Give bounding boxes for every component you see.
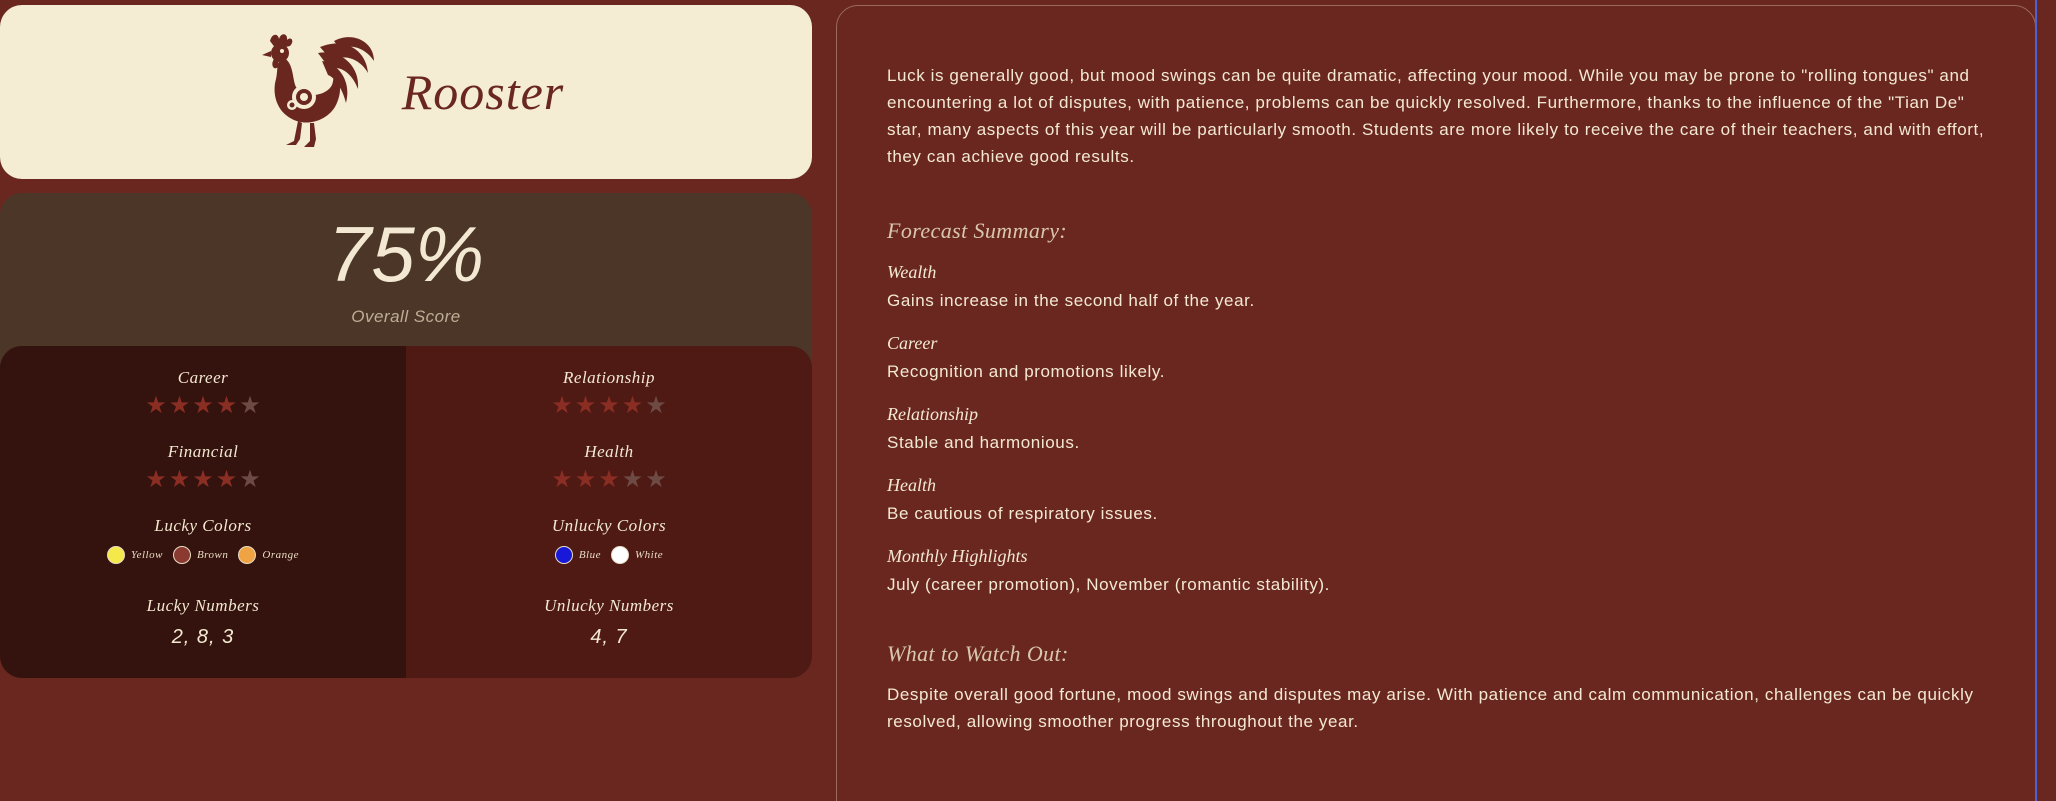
- unlucky-colors-title: Unlucky Colors: [551, 516, 667, 535]
- color-swatch: [611, 546, 663, 564]
- lucky-numbers: [0, 590, 406, 664]
- star-icon: ★: [645, 466, 667, 493]
- lucky-numbers-title: Lucky Numbers: [146, 596, 260, 615]
- ratings-grid: [0, 346, 812, 678]
- color-swatch: [107, 546, 163, 564]
- rating-financial: [0, 442, 406, 516]
- rooster-icon: [248, 27, 378, 157]
- score-card: [0, 193, 812, 678]
- star-icon: ★: [551, 466, 573, 493]
- forecast-item-relationship: [887, 404, 1985, 453]
- star-icon: ★: [145, 466, 167, 493]
- color-label: White: [635, 549, 664, 561]
- ratings-column-right: [406, 346, 812, 678]
- forecast-item-title: Relationship: [887, 404, 978, 424]
- star-icon: ★: [192, 466, 214, 493]
- star-rating: [0, 394, 406, 418]
- overall-score: [0, 193, 812, 346]
- color-swatches: [406, 546, 812, 564]
- rating-title: Financial: [167, 442, 239, 461]
- forecast-item-title: Health: [887, 475, 936, 495]
- forecast-item-text: July (career promotion), November (romantic stability).: [887, 575, 1331, 594]
- color-label: Blue: [578, 549, 601, 561]
- color-swatches: [0, 546, 406, 564]
- forecast-item-text: Stable and harmonious.: [887, 433, 1080, 452]
- rating-health: [406, 442, 812, 516]
- ratings-column-left: [0, 346, 406, 678]
- rating-title: Relationship: [563, 368, 655, 387]
- color-swatch: [238, 546, 299, 564]
- color-label: Yellow: [131, 549, 163, 561]
- forecast-summary-heading: Forecast Summary:: [887, 218, 1068, 243]
- unlucky-numbers-title: Unlucky Numbers: [544, 596, 674, 615]
- color-dot: [173, 546, 191, 564]
- watch-out-heading: What to Watch Out:: [887, 641, 1069, 666]
- color-label: Brown: [196, 549, 229, 561]
- star-icon: ★: [598, 466, 620, 493]
- overall-score-value: 75%: [327, 210, 485, 298]
- watch-out-text: Despite overall good fortune, mood swings and disputes may arise. With patience and calm communication, challenges can be quickly resolved, allowing smoother progress throughout the year.: [887, 685, 1974, 731]
- lucky-colors: [0, 516, 406, 590]
- forecast-item-title: Wealth: [887, 262, 937, 282]
- unlucky-numbers-value: 4, 7: [590, 626, 628, 648]
- forecast-item-text: Be cautious of respiratory issues.: [887, 504, 1158, 523]
- star-icon: ★: [645, 392, 667, 419]
- rating-career: [0, 368, 406, 442]
- star-icon: ★: [239, 392, 261, 419]
- star-icon: ★: [598, 392, 620, 419]
- forecast-item-title: Career: [887, 333, 938, 353]
- rating-relationship: [406, 368, 812, 442]
- star-rating: [406, 394, 812, 418]
- star-icon: ★: [574, 392, 597, 419]
- star-icon: ★: [215, 466, 238, 493]
- color-swatch: [555, 546, 601, 564]
- color-swatch: [173, 546, 228, 564]
- color-dot: [238, 546, 256, 564]
- star-icon: ★: [551, 392, 573, 419]
- forecast-item-career: [887, 333, 1985, 382]
- overall-score-label: Overall Score: [351, 307, 461, 326]
- unlucky-numbers: [406, 590, 812, 664]
- left-panel: [0, 5, 812, 678]
- star-icon: ★: [215, 392, 238, 419]
- lucky-colors-title: Lucky Colors: [154, 516, 252, 535]
- star-icon: ★: [574, 466, 597, 493]
- forecast-item-wealth: [887, 262, 1985, 311]
- zodiac-sign-name: Rooster: [401, 64, 565, 120]
- forecast-item-title: Monthly Highlights: [887, 546, 1028, 566]
- forecast-item-text: Gains increase in the second half of the year.: [887, 291, 1255, 310]
- intro-text: Luck is generally good, but mood swings can be quite dramatic, affecting your mood. While you may be prone to "rolling tongues" and encountering a lot of disputes, with patience, problems can be quickly resolved. Furthermore, thanks to the influence of the "Tian De" star, many aspects of this year will be particularly smooth. Students are more likely to receive the care of their teachers, and with effort, they can achieve good results.: [887, 66, 1985, 166]
- lucky-numbers-value: 2, 8, 3: [171, 626, 235, 648]
- star-icon: ★: [621, 466, 644, 493]
- color-label: Orange: [262, 549, 299, 561]
- star-rating: [406, 468, 812, 492]
- zodiac-header-card: [0, 5, 812, 179]
- star-icon: ★: [621, 392, 644, 419]
- star-icon: ★: [168, 466, 191, 493]
- rating-title: Career: [177, 368, 229, 387]
- window-edge-divider: [2035, 0, 2037, 801]
- forecast-item-health: [887, 475, 1985, 524]
- star-icon: ★: [168, 392, 191, 419]
- star-rating: [0, 468, 406, 492]
- star-icon: ★: [145, 392, 167, 419]
- star-icon: ★: [192, 392, 214, 419]
- details-panel: [836, 5, 2036, 801]
- color-dot: [555, 546, 573, 564]
- color-dot: [107, 546, 125, 564]
- forecast-item-text: Recognition and promotions likely.: [887, 362, 1166, 381]
- star-icon: ★: [239, 466, 261, 493]
- forecast-item-monthly-highlights: [887, 546, 1985, 595]
- rating-title: Health: [584, 442, 634, 461]
- unlucky-colors: [406, 516, 812, 590]
- color-dot: [611, 546, 629, 564]
